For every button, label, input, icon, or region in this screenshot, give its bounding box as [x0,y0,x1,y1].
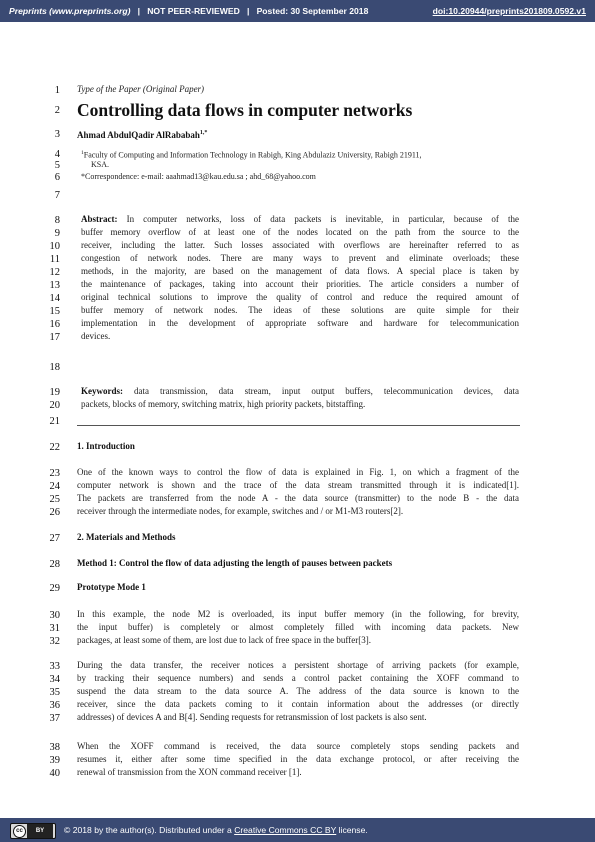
line-number: 8 [54,215,60,226]
line-number: 4 [54,149,60,160]
line-number: 25 [49,494,60,505]
author-name [77,128,207,141]
line-number: 14 [49,293,60,304]
line-number: 28 [49,559,60,570]
line-number: 30 [49,610,60,621]
para3-line: renewal of transmission from the XON command receiver [1]. [77,767,302,777]
line-number: 13 [49,280,60,291]
line-number: 5 [54,160,60,171]
line-number: 6 [54,172,60,183]
line-number: 15 [49,306,60,317]
posted-date: Posted: 30 September 2018 [256,6,369,16]
affiliation-line-2: KSA. [91,160,110,169]
abstract-line: congestion of network nodes. There are many ways to prevent and eliminate overloads; these [81,253,519,263]
license-link[interactable]: Creative Commons CC BY [234,825,337,835]
line-number: 34 [49,674,60,685]
line-number: 22 [49,442,60,453]
line-number: 23 [49,468,60,479]
para1-line: In this example, the node M2 is overloaded, its input buffer memory (in the following, for brevity, [77,609,519,619]
line-number: 24 [49,481,60,492]
author-mark: 1,* [199,130,208,136]
author-text: Ahmad AbdulQadir AlRababah [77,130,200,140]
keywords-line: packets, blocks of memory, switching matrix, high priority packets, bitstaffing. [81,399,366,409]
line-number: 27 [49,533,60,544]
line-number: 7 [54,190,60,201]
abstract-line: the maintenance of packages, taking into account their priorities. The article considers a number of [81,279,519,289]
abstract-text: In computer networks, loss of data packets is inevitable, in particular, because of the [126,214,519,224]
intro-line: computer network is shown and the trace of the data stream transmitted through it is indicated[1]. [77,480,519,490]
line-number: 21 [49,416,60,427]
para2-line: suspend the data stream to the data source A. The address of the data source is known to the [77,686,519,696]
line-number: 12 [49,267,60,278]
line-number: 29 [49,583,60,594]
section-divider [77,425,520,426]
header-separator: | [247,6,250,16]
line-number: 38 [49,742,60,753]
method1-heading: Method 1: Control the flow of data adjusting the length of pauses between packets [77,558,393,568]
para2-line: receiver, since the data packets coming to it contain information about the addresses (or directly [77,699,519,709]
cc-icon: cc [13,825,26,838]
para3-line: When the XOFF command is received, the data source completely stops sending packets and [77,741,519,751]
abstract-label: Abstract: [81,214,118,224]
abstract-line [81,214,519,225]
preprints-link[interactable]: Preprints (www.preprints.org) [9,6,131,16]
prototype-heading: Prototype Mode 1 [77,582,146,592]
intro-heading: 1. Introduction [77,441,135,451]
line-number: 20 [49,400,60,411]
affiliation-mark: 1 [81,150,84,156]
intro-line: The packets are transferred from the node A - the data source (transmitter) to the node B - the data [77,493,519,503]
line-number: 33 [49,661,60,672]
line-number: 32 [49,636,60,647]
line-number: 17 [49,332,60,343]
header-separator: | [137,6,141,16]
doi-link[interactable]: doi:10.20944/preprints201809.0592.v1 [432,6,586,16]
line-number: 18 [49,362,60,373]
paper-title: Controlling data flows in computer networks [77,100,413,120]
intro-line: One of the known ways to control the flow of data is explained in Fig. 1, on which a fragment of the [77,467,519,477]
line-number: 11 [49,254,60,265]
para1-line: packages, at least some of them, are lost due to lack of free space in the buffer[3]. [77,635,371,645]
abstract-line: original technical solutions to improve the quality of control and reduce the required amount of [81,292,519,302]
by-icon: BY [27,824,53,838]
para2-line: During the data transfer, the receiver notices a persistent shortage of arriving packets (for example, [77,660,519,670]
line-number: 10 [49,241,60,252]
para2-line: by tracking their sequence numbers) and sends a control packet containing the XOFF command to [77,673,519,683]
keywords-line [81,386,519,397]
line-number: 9 [54,228,60,239]
preprint-header-bar [0,0,595,22]
line-number: 2 [54,105,60,116]
keywords-label: Keywords: [81,386,123,396]
keywords-text: data transmission, data stream, input output buffers, telecommunication devices, data [133,386,519,396]
abstract-line: buffer memory of network nodes. The ideas of these solutions are quite simple for their [81,305,519,315]
affiliation-line-1 [81,148,422,161]
line-number: 3 [54,129,60,140]
abstract-line: devices. [81,331,111,341]
license-text [64,825,368,835]
cc-by-logo[interactable] [10,823,56,839]
para2-line: addresses) of devices A and B[4]. Sending requests for retransmission of lost packets is also sent. [77,712,427,722]
para1-line: the input buffer) is completely or almost completely filled with incoming data packets. New [77,622,519,632]
methods-heading: 2. Materials and Methods [77,532,176,542]
line-number: 37 [49,713,60,724]
line-number: 16 [49,319,60,330]
line-number: 40 [49,768,60,779]
header-left [9,6,368,16]
paper-type: Type of the Paper (Original Paper) [77,84,205,94]
license-suffix: license. [336,825,368,835]
line-number: 35 [49,687,60,698]
abstract-line: implementation in the development of appropriate software and hardware for telecommunication [81,318,519,328]
para3-line: resumes it, either after some time specified in the data exchange protocol, or after receiving the [77,754,519,764]
review-status: NOT PEER-REVIEWED [147,6,240,16]
line-number: 36 [49,700,60,711]
correspondence: *Correspondence: e-mail: aaahmad13@kau.edu.sa ; ahd_68@yahoo.com [81,172,316,181]
abstract-line: buffer memory overflow of at least one of the nodes located on the path from the source to the [81,227,519,237]
line-number: 26 [49,507,60,518]
license-footer-bar [0,818,595,842]
line-number: 31 [49,623,60,634]
affiliation-text-1: Faculty of Computing and Information Technology in Rabigh, King Abdulaziz University, Rabigh 21911, [83,150,422,160]
line-number: 1 [54,85,60,96]
line-number: 39 [49,755,60,766]
line-number: 19 [49,387,60,398]
intro-line: receiver through the intermediate nodes, for example, switches and / or M1-M3 routers[2]. [77,506,404,516]
license-prefix: © 2018 by the author(s). Distributed under a [64,825,235,835]
abstract-line: methods, in the majority, are based on the management of data flows. A special place is taken by [81,266,519,276]
abstract-line: receiver, including the latter. Such losses associated with overflows are hereinafter referred to as [81,240,519,250]
